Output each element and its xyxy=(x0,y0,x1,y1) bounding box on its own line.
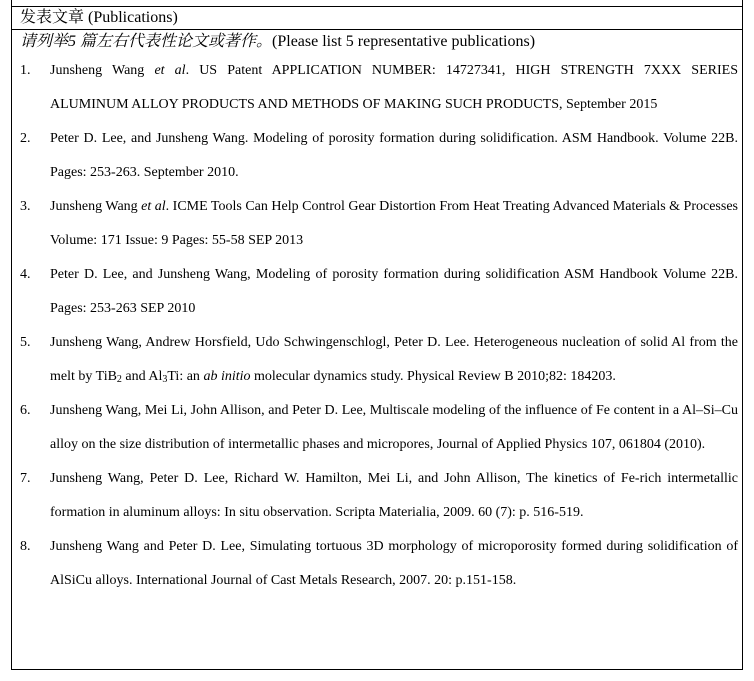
publication-text xyxy=(50,326,738,394)
publication-item xyxy=(12,326,742,394)
publication-item xyxy=(12,258,742,326)
publication-authors: Junsheng Wang xyxy=(50,199,142,214)
publication-list xyxy=(12,54,742,598)
publication-number: 3. xyxy=(20,199,31,214)
publication-authors: Junsheng Wang xyxy=(50,63,155,78)
publication-number: 4. xyxy=(20,267,31,282)
italic-term: ab initio xyxy=(203,369,251,384)
publication-text: Junsheng Wang, Peter D. Lee, Richard W. Hamilton, Mei Li, and John Allison, The kinetics of Fe-rich intermetallic formation in aluminum alloys: In situ observation. Scripta Materialia, 2009. 60 (7): p. 516-519. xyxy=(50,471,738,520)
publication-item xyxy=(12,122,742,190)
publication-item xyxy=(12,462,742,530)
instruction-line xyxy=(20,32,535,52)
publication-details: . ICME Tools Can Help Control Gear Distortion From Heat Treating Advanced Materials & Processes Volume: 171 Issue: 9 Pages: 55-58 SEP 2013 xyxy=(50,199,738,248)
publication-item xyxy=(12,394,742,462)
et-al: et al xyxy=(141,199,166,214)
publication-text-part: Junsheng Wang, Andrew Horsfield, Udo Schwingenschlogl, Peter D. Lee. Heterogeneous nucleation of solid Al from the melt by TiB xyxy=(50,335,738,384)
publication-number: 2. xyxy=(20,131,31,146)
publication-number: 7. xyxy=(20,471,31,486)
publications-table xyxy=(11,0,743,670)
et-al: et al xyxy=(154,63,186,78)
publication-details: . US Patent APPLICATION NUMBER: 14727341, HIGH STRENGTH 7XXX SERIES ALUMINUM ALLOY PRODUCTS AND METHODS OF MAKING SUCH PRODUCTS, September 2015 xyxy=(50,63,738,112)
subscript: 3 xyxy=(162,374,168,385)
publication-item xyxy=(12,54,742,122)
publication-item xyxy=(12,190,742,258)
publication-text xyxy=(50,54,738,122)
publication-text: Junsheng Wang and Peter D. Lee, Simulating tortuous 3D morphology of microporosity formed during solidification of AlSiCu alloys. International Journal of Cast Metals Research, 2007. 20: p.151-158. xyxy=(50,539,738,588)
publication-text-part: molecular dynamics study. Physical Review B 2010;82: 184203. xyxy=(250,369,616,384)
publication-item xyxy=(12,530,742,598)
publication-number: 1. xyxy=(20,63,31,78)
subscript: 2 xyxy=(116,374,122,385)
publication-text-part: Ti: an xyxy=(167,369,204,384)
section-title: 发表文章 (Publications) xyxy=(20,9,178,26)
publication-number: 8. xyxy=(20,539,31,554)
instruction-english: (Please list 5 representative publications) xyxy=(272,33,536,50)
section-header-row xyxy=(12,6,742,30)
publication-number: 6. xyxy=(20,403,31,418)
publication-text: Peter D. Lee, and Junsheng Wang. Modeling of porosity formation during solidification. ASM Handbook. Volume 22B. Pages: 253-263. September 2010. xyxy=(50,131,738,180)
publication-text xyxy=(50,190,738,258)
publication-text: Peter D. Lee, and Junsheng Wang, Modeling of porosity formation during solidification ASM Handbook Volume 22B. Pages: 253-263 SEP 2010 xyxy=(50,267,738,316)
publication-number: 5. xyxy=(20,335,31,350)
instruction-chinese: 请列举5 篇左右代表性论文或著作。 xyxy=(20,33,273,50)
publication-text: Junsheng Wang, Mei Li, John Allison, and Peter D. Lee, Multiscale modeling of the influence of Fe content in a Al–Si–Cu alloy on the size distribution of intermetallic phases and micropores, Journal of Applied Physics 107, 061804 (2010). xyxy=(50,403,738,452)
publication-text-part: and Al xyxy=(121,369,163,384)
